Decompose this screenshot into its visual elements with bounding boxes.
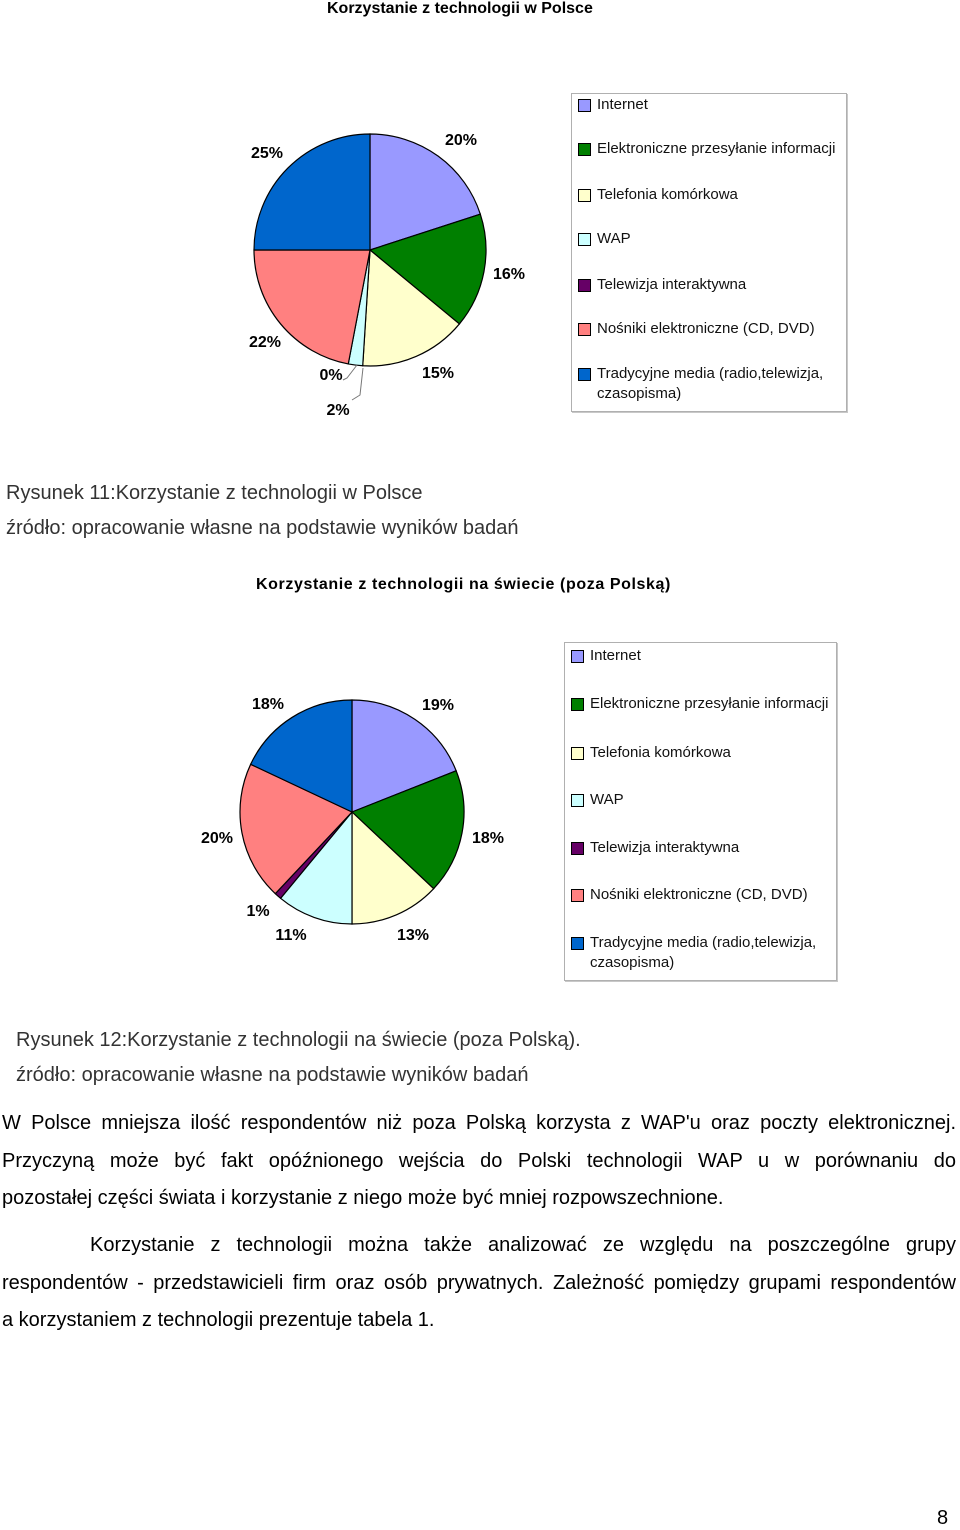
paragraph-2-line: a korzystaniem z technologii prezentuje tabela 1.: [2, 1309, 435, 1331]
paragraph-1: [2, 1105, 956, 1218]
chart2-legend-swatch: [571, 889, 584, 902]
figure-11-caption: Rysunek 11:Korzystanie z technologii w Polsce: [6, 482, 423, 504]
chartundefined-leader-line: [352, 368, 363, 400]
chart1-legend-label: WAP: [597, 230, 631, 247]
chart2-legend-item: [571, 838, 830, 858]
chart1-legend-swatch: [578, 189, 591, 202]
chartundefined-leader-line: [343, 365, 357, 380]
chart1-legend-swatch: [578, 368, 591, 381]
chart1-legend-label: Internet: [597, 96, 648, 113]
paragraph-1-line: Przyczyną może być fakt opóźnionego wejścia do Polski technologii WAP u w porównaniu do: [2, 1149, 956, 1172]
chartundefined-data-label: 11%: [275, 927, 307, 944]
chartundefined-data-label: 16%: [492, 266, 526, 283]
chart2-legend-swatch: [571, 747, 584, 760]
chart2-title: Korzystanie z technologii na świecie (poza Polską): [256, 576, 671, 593]
chart2-legend: [564, 642, 837, 981]
chart2-legend-label: Elektroniczne przesyłanie informacji: [590, 695, 829, 712]
chart2-legend-label: Nośniki elektroniczne (CD, DVD): [590, 886, 808, 903]
figure-12-source: źródło: opracowanie własne na podstawie wyników badań: [16, 1064, 529, 1086]
figure-12-caption: Rysunek 12:Korzystanie z technologii na świecie (poza Polską).: [16, 1029, 581, 1051]
chart1-title: Korzystanie z technologii w Polsce: [327, 0, 593, 17]
chart1-legend-item: [578, 364, 840, 404]
chart2-legend-swatch: [571, 794, 584, 807]
paragraph-2: [2, 1227, 956, 1340]
chart2-legend-swatch: [571, 650, 584, 663]
chart1-legend-swatch: [578, 143, 591, 156]
chartundefined-data-label: 18%: [471, 830, 505, 847]
chart1-legend-label: Tradycyjne media (radio,telewizja, czasopisma): [597, 365, 824, 402]
chartundefined-data-label: 20%: [200, 830, 234, 847]
chart1-legend-swatch: [578, 99, 591, 112]
chart1-legend-swatch: [578, 279, 591, 292]
chartundefined-data-label: 13%: [396, 927, 430, 944]
chart1-legend-label: Telefonia komórkowa: [597, 186, 738, 203]
chartundefined-data-label: 19%: [421, 697, 455, 714]
chartundefined-data-label: 25%: [250, 145, 284, 162]
chartundefined-data-label: 20%: [444, 132, 478, 149]
chart1-legend-swatch: [578, 233, 591, 246]
chart1-legend-item: [578, 139, 840, 159]
chart2-legend-item: [571, 743, 830, 763]
chart2-legend-label: Tradycyjne media (radio,telewizja, czasopisma): [590, 934, 817, 971]
chart1-legend-label: Nośniki elektroniczne (CD, DVD): [597, 320, 815, 337]
figure-11-source: źródło: opracowanie własne na podstawie wyników badań: [6, 517, 519, 539]
paragraph-1-line: W Polsce mniejsza ilość respondentów niż poza Polską korzysta z WAP'u oraz poczty elektronicznej.: [2, 1112, 956, 1134]
chart2-legend-label: WAP: [590, 791, 624, 808]
chartundefined-data-label: 0%: [319, 367, 343, 384]
chartundefined-data-label: 18%: [251, 696, 285, 713]
chartundefined-data-label: 2%: [326, 402, 350, 419]
chartundefined-data-label: 1%: [246, 903, 270, 920]
chart2-legend-item: [571, 885, 830, 905]
chart1-legend-item: [578, 275, 840, 295]
chart2-legend-swatch: [571, 842, 584, 855]
chart2-legend-swatch: [571, 698, 584, 711]
chartundefined-data-label: 15%: [421, 365, 455, 382]
page-number: 8: [937, 1507, 949, 1529]
chart2-legend-item: [571, 790, 830, 810]
paragraph-1-line: pozostałej części świata i korzystanie z niego może być mniej rozpowszechnione.: [2, 1187, 724, 1209]
chart2-legend-label: Telefonia komórkowa: [590, 744, 731, 761]
paragraph-2-line: respondentów - przedstawicieli firm oraz osób prywatnych. Zależność pomiędzy grupami respondentów: [2, 1271, 956, 1294]
chart1-legend-label: Elektroniczne przesyłanie informacji: [597, 140, 836, 157]
chart1-legend-swatch: [578, 323, 591, 336]
chart1-legend-item: [578, 185, 840, 205]
chartundefined-data-label: 22%: [248, 334, 282, 351]
chart1-legend: [571, 93, 847, 412]
chart1-legend-item: [578, 229, 840, 249]
paragraph-2-line: Korzystanie z technologii można także analizować ze względu na poszczególne grupy: [90, 1234, 956, 1256]
chart2-legend-item: [571, 933, 830, 973]
chart1-legend-item: [578, 95, 840, 115]
chart1-legend-item: [578, 319, 840, 339]
chart2-legend-item: [571, 646, 830, 666]
chart2-legend-swatch: [571, 937, 584, 950]
chart1-legend-label: Telewizja interaktywna: [597, 276, 747, 293]
chart2-legend-item: [571, 694, 830, 714]
chart2-legend-label: Telewizja interaktywna: [590, 839, 740, 856]
chart2-legend-label: Internet: [590, 647, 641, 664]
